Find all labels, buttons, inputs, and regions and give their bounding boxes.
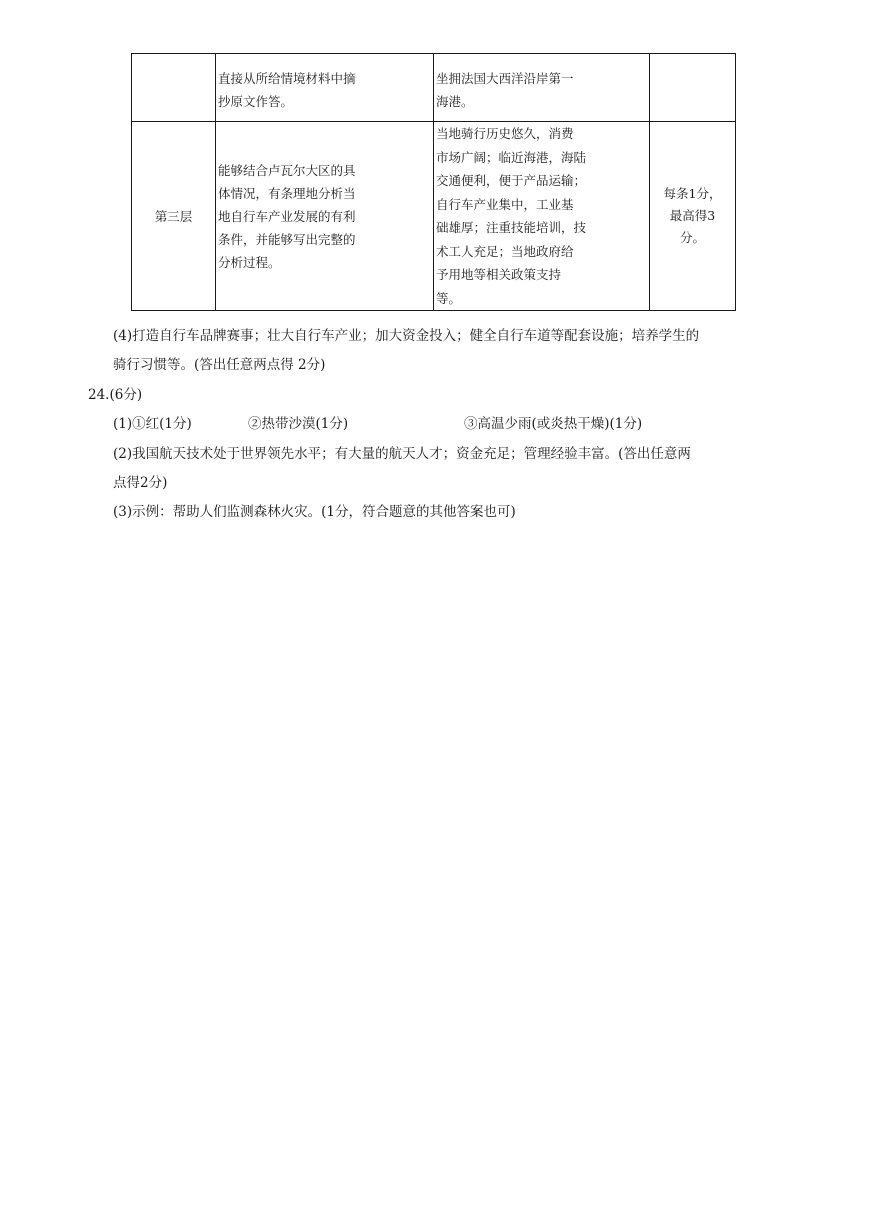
answer-24-2-line2: 点得2分) bbox=[113, 475, 168, 491]
answer-24-2-line1: (2)我国航天技术处于世界领先水平；有大量的航天人才；资金充足；管理经验丰富。(答出任意两 bbox=[113, 446, 691, 462]
level-cell: 第三层 bbox=[132, 122, 216, 311]
score-cell bbox=[650, 54, 736, 122]
answer-24-1-b: ②热带沙漠(1分) bbox=[248, 416, 349, 432]
example-cell bbox=[434, 54, 650, 122]
requirement-cell bbox=[216, 54, 434, 122]
table-row bbox=[132, 54, 736, 122]
example-cell bbox=[434, 122, 650, 311]
example-text: 当地骑行历史悠久，消费 市场广阔；临近海港，海陆 交通便利，便于产品运输； 自行车产业集中，工业基 础雄厚；注重技能培训，技 术工人充足；当地政府给 予用地等相关政策支持 等。 bbox=[436, 126, 587, 306]
answer-23-4-line2: 骑行习惯等。(答出任意两点得 2分) bbox=[113, 357, 326, 373]
requirement-text: 直接从所给情境材料中摘 抄原文作答。 bbox=[218, 70, 356, 109]
answer-24-1-a: (1)①红(1分) bbox=[113, 416, 192, 432]
score-text: 每条1分， 最高得3 分。 bbox=[663, 186, 722, 245]
answer-24-3: (3)示例：帮助人们监测森林火灾。(1分，符合题意的其他答案也可) bbox=[113, 504, 516, 520]
level-cell bbox=[132, 54, 216, 122]
table-row bbox=[132, 122, 736, 311]
example-text: 坐拥法国大西洋沿岸第一 海港。 bbox=[436, 70, 574, 109]
scoring-table bbox=[131, 53, 736, 311]
answer-23-4-line1: (4)打造自行车品牌赛事；壮大自行车产业；加大资金投入；健全自行车道等配套设施；培养学生的 bbox=[113, 328, 700, 344]
score-cell bbox=[650, 122, 736, 311]
requirement-text: 能够结合卢瓦尔大区的具 体情况，有条理地分析当 地自行车产业发展的有利 条件，并能够写出完整的 分析过程。 bbox=[218, 162, 356, 270]
question-24-header: 24.(6分) bbox=[88, 387, 143, 403]
requirement-cell bbox=[216, 122, 434, 311]
answer-24-1-c: ③高温少雨(或炎热干燥)(1分) bbox=[464, 416, 643, 432]
